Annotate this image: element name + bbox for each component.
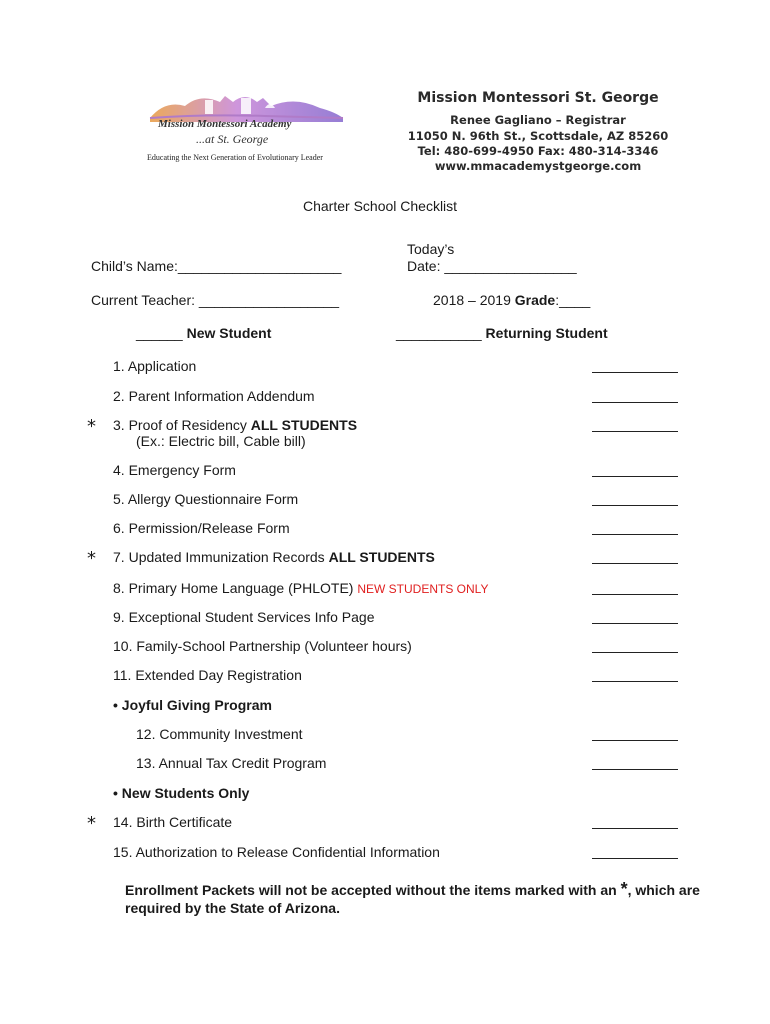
item-blank bbox=[592, 505, 678, 506]
list-item-note: (Ex.: Electric bill, Cable bill) bbox=[136, 433, 306, 449]
footer-note: Enrollment Packets will not be accepted without the items marked with an *, which are bbox=[125, 879, 700, 899]
phone-fax: Tel: 480-699-4950 Fax: 480-314-3346 bbox=[417, 144, 659, 158]
item-blank bbox=[592, 740, 678, 741]
list-item: 9. Exceptional Student Services Info Page bbox=[113, 609, 375, 625]
logo-name: Mission Montessori Academy bbox=[158, 118, 292, 130]
child-name-field: Child’s Name:_____________________ bbox=[91, 258, 342, 274]
section-joyful-giving: • Joyful Giving Program bbox=[113, 697, 272, 713]
logo-tagline: Educating the Next Generation of Evolutionary Leader bbox=[147, 153, 323, 162]
list-item: 11. Extended Day Registration bbox=[113, 667, 302, 683]
item-blank bbox=[592, 681, 678, 682]
teacher-field: Current Teacher: __________________ bbox=[91, 292, 340, 308]
page-title: Charter School Checklist bbox=[303, 198, 458, 214]
list-item: 12. Community Investment bbox=[136, 726, 303, 742]
list-item: 4. Emergency Form bbox=[113, 462, 236, 478]
registrar: Renee Gagliano – Registrar bbox=[450, 113, 626, 127]
required-star: * bbox=[87, 813, 96, 834]
list-item: 2. Parent Information Addendum bbox=[113, 388, 315, 404]
todays-label: Today’s bbox=[407, 241, 455, 257]
required-star: * bbox=[87, 548, 96, 569]
list-item: 14. Birth Certificate bbox=[113, 814, 233, 830]
footer-note-line2: required by the State of Arizona. bbox=[125, 900, 340, 916]
list-item: 5. Allergy Questionnaire Form bbox=[113, 491, 299, 507]
list-item: 13. Annual Tax Credit Program bbox=[136, 755, 327, 771]
date-field: Date: _________________ bbox=[407, 258, 577, 274]
logo-subtitle: ...at St. George bbox=[196, 132, 269, 146]
item-blank bbox=[592, 652, 678, 653]
item-blank bbox=[592, 594, 678, 595]
item-blank bbox=[592, 769, 678, 770]
item-blank bbox=[592, 402, 678, 403]
item-blank bbox=[592, 431, 678, 432]
required-star: * bbox=[87, 416, 96, 437]
item-blank bbox=[592, 534, 678, 535]
required-star: * bbox=[620, 879, 628, 899]
school-name: Mission Montessori St. George bbox=[417, 90, 659, 106]
item-blank bbox=[592, 372, 678, 373]
website: www.mmacademystgeorge.com bbox=[434, 159, 642, 173]
list-item: 6. Permission/Release Form bbox=[113, 520, 290, 536]
item-blank bbox=[592, 476, 678, 477]
new-student-option: ______ New Student bbox=[136, 325, 272, 341]
list-item: 3. Proof of Residency ALL STUDENTS bbox=[113, 417, 358, 433]
year-grade-field: 2018 – 2019 Grade:____ bbox=[433, 292, 591, 308]
list-item: 7. Updated Immunization Records ALL STUDENTS bbox=[113, 549, 435, 565]
item-blank bbox=[592, 563, 678, 564]
list-item: 1. Application bbox=[113, 358, 197, 374]
item-blank bbox=[592, 858, 678, 859]
item-blank bbox=[592, 828, 678, 829]
list-item: 10. Family-School Partnership (Volunteer hours) bbox=[113, 638, 412, 654]
section-new-students: • New Students Only bbox=[113, 785, 250, 801]
list-item: 15. Authorization to Release Confidential Information bbox=[113, 844, 440, 860]
list-item: 8. Primary Home Language (PHLOTE) NEW STUDENTS ONLY bbox=[113, 580, 489, 596]
address: 11050 N. 96th St., Scottsdale, AZ 85260 bbox=[407, 129, 669, 143]
item-blank bbox=[592, 623, 678, 624]
returning-student-option: ___________ Returning Student bbox=[396, 325, 608, 341]
